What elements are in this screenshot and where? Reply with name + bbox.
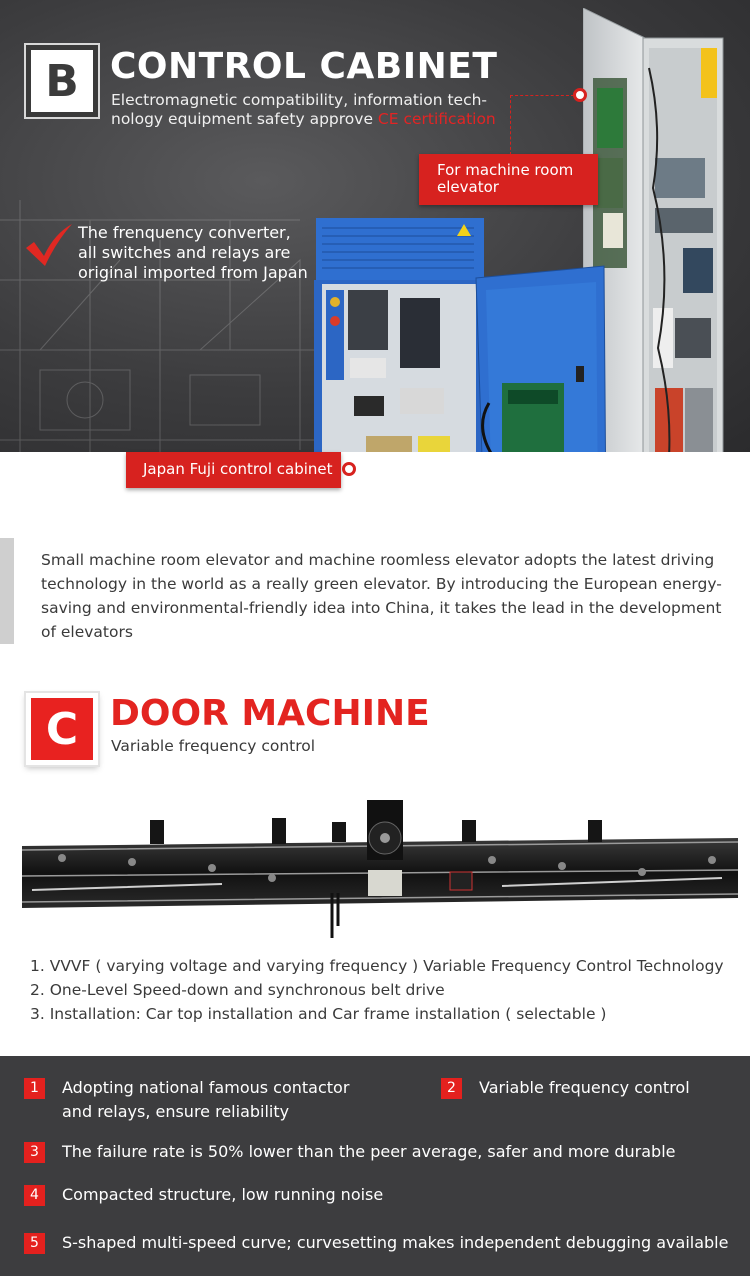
callout-leader-line xyxy=(510,95,574,96)
feature-item-2 xyxy=(441,1076,741,1100)
ce-certification-highlight: CE certification xyxy=(377,110,496,128)
section-c-badge: C xyxy=(26,693,98,765)
door-machine-spec-list xyxy=(30,954,745,1026)
feature-item-4 xyxy=(24,1183,744,1207)
feature-text: Variable frequency control xyxy=(479,1078,690,1097)
feature-number-badge: 4 xyxy=(24,1185,45,1206)
feature-text: Compacted structure, low running noise xyxy=(62,1185,384,1204)
spec-item: 2. One-Level Speed-down and synchronous belt drive xyxy=(30,981,445,999)
fuji-cabinet-callout: Japan Fuji control cabinet xyxy=(126,452,341,488)
feature-item-5 xyxy=(24,1231,744,1255)
feature-number-badge: 2 xyxy=(441,1078,462,1099)
control-cabinet-hero xyxy=(0,0,750,452)
check-mark-icon xyxy=(24,222,74,268)
feature-number-badge: 5 xyxy=(24,1233,45,1254)
callout-marker-dot xyxy=(573,88,587,102)
section-b-subtitle-text: Electromagnetic compatibility, information tech- nology equipment safety approve xyxy=(111,91,488,128)
imported-components-note: The frenquency converter, all switches and relays are original imported from Japan xyxy=(78,223,308,282)
section-b-badge: B xyxy=(26,45,98,117)
feature-text: The failure rate is 50% lower than the peer average, safer and more durable xyxy=(62,1142,676,1161)
spec-item: 1. VVVF ( varying voltage and varying frequency ) Variable Frequency Control Technology xyxy=(30,957,724,975)
section-c-subtitle: Variable frequency control xyxy=(111,737,316,755)
intro-paragraph: Small machine room elevator and machine roomless elevator adopts the latest driving technology in the world as a really green elevator. By introducing the European energy-saving and environmental-friendly idea into China, it takes the lead in the development of elevators xyxy=(41,551,722,641)
machine-room-callout: For machine room elevator xyxy=(419,154,598,205)
section-b-subtitle xyxy=(111,91,511,129)
feature-text: Adopting national famous contactor and relays, ensure reliability xyxy=(62,1078,350,1121)
callout-leader-line xyxy=(510,95,511,155)
section-c-title: DOOR MACHINE xyxy=(110,693,430,734)
door-machine-photo xyxy=(22,798,738,944)
callout-marker-dot xyxy=(342,462,356,476)
section-b-title: CONTROL CABINET xyxy=(110,46,498,87)
feature-item-1 xyxy=(24,1076,384,1124)
feature-item-3 xyxy=(24,1140,744,1164)
feature-number-badge: 3 xyxy=(24,1142,45,1163)
fuji-control-cabinet-photo xyxy=(314,218,609,452)
feature-number-badge: 1 xyxy=(24,1078,45,1099)
paragraph-side-bar xyxy=(0,538,14,644)
spec-item: 3. Installation: Car top installation and Car frame installation ( selectable ) xyxy=(30,1005,607,1023)
feature-text: S-shaped multi-speed curve; curvesetting makes independent debugging available xyxy=(62,1233,729,1252)
